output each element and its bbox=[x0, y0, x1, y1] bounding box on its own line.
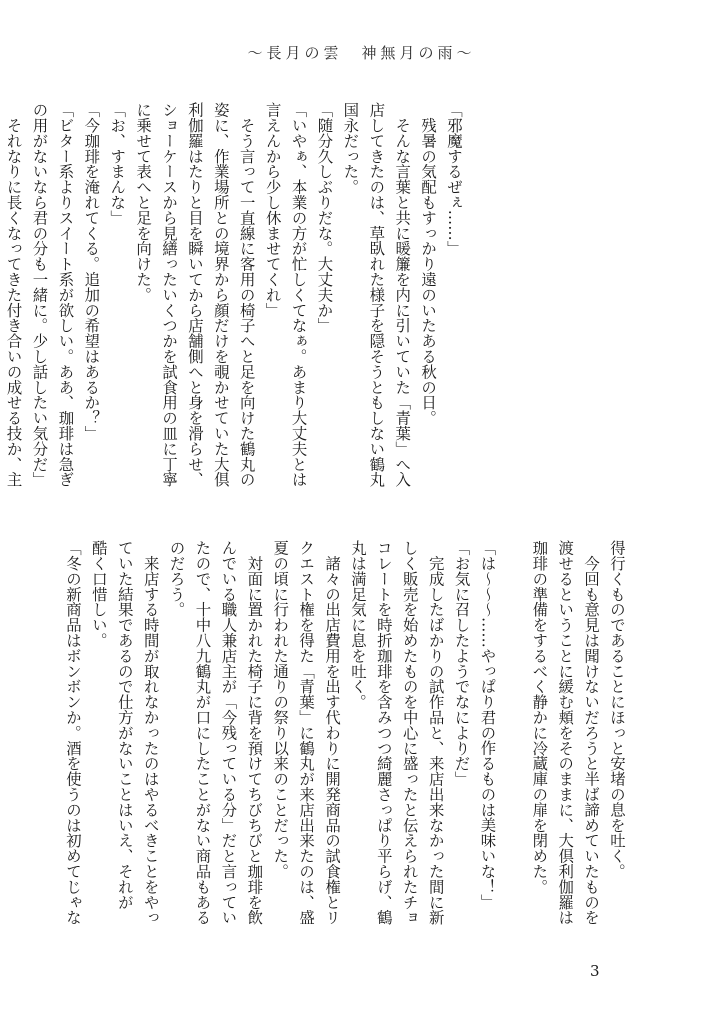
text-line: 酷く口惜しい。 bbox=[89, 540, 108, 648]
text-line: 「ビター系よりスイート系が欲しい。ああ、珈琲は急ぎ bbox=[56, 102, 75, 487]
text-line: 「今珈琲を淹れてくる。追加の希望はあるか？」 bbox=[82, 102, 101, 441]
text-line: の用がないなら君の分も一緒に。少し話したい気分だ」 bbox=[30, 102, 49, 487]
running-header: 〜長月の雲 神無月の雨〜 bbox=[247, 44, 476, 62]
text-line: 言えんから少し休ませてくれ」 bbox=[263, 102, 282, 318]
text-block-top bbox=[4, 102, 466, 498]
text-line: に乗せて表へと足を向けた。 bbox=[134, 102, 153, 303]
text-line: んでいる職人兼店主が「今残っている分」だと言ってい bbox=[219, 540, 238, 925]
text-line: 来店する時間が取れなかったのはやるべきことをやっ bbox=[141, 540, 160, 925]
text-line: 完成したばかりの試作品と、来店出来なかった間に新 bbox=[426, 540, 445, 925]
text-line: 「冬の新商品はボンボンか。酒を使うのは初めてじゃな bbox=[63, 540, 82, 925]
page-number: 3 bbox=[590, 962, 600, 980]
text-line: コレートを時折珈琲を含みつつ綺麗さっぱり平らげ、鶴 bbox=[374, 540, 393, 925]
text-line: 今回も意見は聞けないだろうと半ば諦めていたものを bbox=[582, 540, 601, 925]
text-line: 得行くものであることにほっと安堵の息を吐く。 bbox=[608, 540, 626, 879]
text-line: 店してきたのは、草臥れた様子を隠そうともしない鶴丸 bbox=[367, 102, 386, 487]
text-line: 「邪魔するぜぇ……」 bbox=[445, 102, 463, 256]
text-line: 残暑の気配もすっかり遠のいたある秋の日。 bbox=[419, 102, 438, 426]
text-line: 「お、すまんな」 bbox=[108, 102, 127, 226]
text-line bbox=[499, 540, 525, 936]
text-line: ていた結果であるので仕方がないことはいえ、それが bbox=[115, 540, 134, 910]
text-line: 諸々の出店費用を出す代わりに開発商品の試食権とリ bbox=[323, 540, 342, 925]
text-line: 夏の頃に行われた通りの祭り以来のことだった。 bbox=[271, 540, 290, 879]
text-line: 国永だった。 bbox=[341, 102, 360, 195]
text-line: 「随分久しぶりだな。大丈夫か」 bbox=[315, 102, 334, 333]
text-line: 姿に、作業場所との境界から顔だけを覗かせていた大倶 bbox=[211, 102, 230, 487]
text-line: 珈琲の準備をするべく静かに冷蔵庫の扉を閉めた。 bbox=[530, 540, 549, 895]
text-line: そんな言葉と共に暖簾を内に引いていた「青葉」へ入 bbox=[393, 102, 412, 487]
text-line: 丸は満足気に息を吐く。 bbox=[348, 540, 367, 710]
text-line: 利伽羅はたりと目を瞬いてから店舗側へと身を滑らせ、 bbox=[185, 102, 204, 487]
text-line: それなりに長くなってきた付き合いの成せる技か、主 bbox=[4, 102, 23, 487]
text-block-bottom bbox=[59, 540, 629, 936]
text-line: 対面に置かれた椅子に背を預けてちびちびと珈琲を飲 bbox=[245, 540, 264, 925]
text-line: ショーケースから見繕ったいくつかを試食用の皿に丁寧 bbox=[160, 102, 179, 487]
text-line: 「いやぁ、本業の方が忙しくてなぁ。あまり大丈夫とは bbox=[289, 102, 308, 487]
text-line: 「は〜〜〜……やっぱり君の作るものは美味いな！」 bbox=[478, 540, 497, 910]
text-line: 渡せるということに緩む頬をそのままに、大倶利伽羅は bbox=[556, 540, 575, 925]
text-line: クエスト権を得た「青葉」に鶴丸が来店出来たのは、盛 bbox=[297, 540, 316, 925]
text-line: のだろう。 bbox=[167, 540, 186, 617]
text-line: 「お気に召したようでなによりだ」 bbox=[452, 540, 471, 787]
text-line: たので、十中八九鶴丸が口にしたことがない商品もある bbox=[193, 540, 212, 925]
text-line: そう言って一直線に客用の椅子へと足を向けた鶴丸の bbox=[237, 102, 256, 487]
text-line: しく販売を始めたものを中心に盛ったと伝えられたチョ bbox=[400, 540, 419, 925]
